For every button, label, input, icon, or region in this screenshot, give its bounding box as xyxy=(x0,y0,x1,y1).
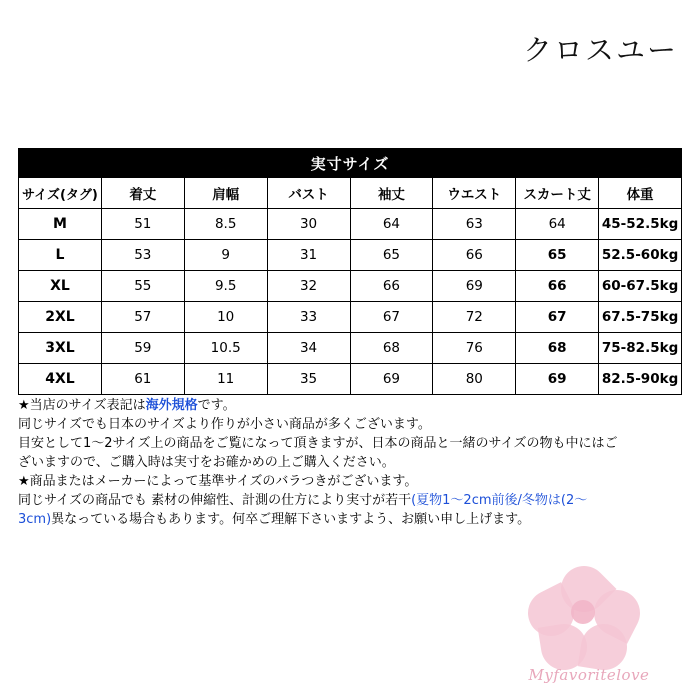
cell-size: L xyxy=(19,240,102,271)
column-header-size: サイズ(タグ) xyxy=(19,178,102,209)
table-title: 実寸サイズ xyxy=(19,149,682,178)
cell-skirt: 69 xyxy=(516,364,599,395)
note-line-7 xyxy=(18,510,686,529)
table-row xyxy=(19,271,682,302)
note-overseas-standard-highlight: 海外規格 xyxy=(145,398,198,413)
cell-waist: 80 xyxy=(433,364,516,395)
watermark-text: Myfavoritelove xyxy=(528,666,650,684)
size-notes xyxy=(18,396,686,529)
cell-size: M xyxy=(19,209,102,240)
note-line-7-part-b: 異なっている場合もあります。何卒ご理解下さいますよう、お願い申し上げます。 xyxy=(51,512,531,527)
cell-length: 55 xyxy=(101,271,184,302)
cell-bust: 30 xyxy=(267,209,350,240)
cell-skirt: 64 xyxy=(516,209,599,240)
cell-sleeve: 66 xyxy=(350,271,433,302)
table-row xyxy=(19,209,682,240)
cell-bust: 32 xyxy=(267,271,350,302)
note-line-6 xyxy=(18,491,686,510)
note-line-1-part-a: ★当店のサイズ表記は xyxy=(18,398,146,413)
cell-shoulder: 8.5 xyxy=(184,209,267,240)
note-line-2: 同じサイズでも日本のサイズより作りが小さい商品が多くございます。 xyxy=(18,417,431,432)
column-header-bust: バスト xyxy=(267,178,350,209)
column-header-waist: ウエスト xyxy=(433,178,516,209)
cell-shoulder: 9 xyxy=(184,240,267,271)
cell-sleeve: 68 xyxy=(350,333,433,364)
column-header-length: 着丈 xyxy=(101,178,184,209)
cell-waist: 69 xyxy=(433,271,516,302)
cell-weight: 60-67.5kg xyxy=(599,271,682,302)
note-line-6-part-a: 同じサイズの商品でも 素材の伸縮性、計測の仕方により実寸が若干 xyxy=(18,493,412,508)
cell-skirt: 68 xyxy=(516,333,599,364)
cell-shoulder: 10.5 xyxy=(184,333,267,364)
cell-weight: 67.5-75kg xyxy=(599,302,682,333)
cell-size: 4XL xyxy=(19,364,102,395)
cell-length: 57 xyxy=(101,302,184,333)
note-line-3: 目安として1〜2サイズ上の商品をご覧になって頂きますが、日本の商品と一緒のサイズの物も中にはご xyxy=(18,436,618,451)
cell-bust: 35 xyxy=(267,364,350,395)
cell-weight: 82.5-90kg xyxy=(599,364,682,395)
cell-sleeve: 65 xyxy=(350,240,433,271)
note-line-1 xyxy=(18,396,686,415)
cell-skirt: 67 xyxy=(516,302,599,333)
note-season-highlight: (夏物1〜2cm前後/冬物は(2〜 xyxy=(411,493,588,508)
cell-bust: 34 xyxy=(267,333,350,364)
table-row xyxy=(19,364,682,395)
column-header-shoulder: 肩幅 xyxy=(184,178,267,209)
note-season-highlight-cont: 3cm) xyxy=(18,512,52,527)
cell-bust: 33 xyxy=(267,302,350,333)
brand-title: クロスユー xyxy=(522,33,678,67)
note-line-5: ★商品またはメーカーによって基準サイズのバラつきがございます。 xyxy=(18,474,418,489)
size-table xyxy=(18,148,682,395)
cell-weight: 75-82.5kg xyxy=(599,333,682,364)
table-row xyxy=(19,240,682,271)
cell-size: 2XL xyxy=(19,302,102,333)
table-title-row xyxy=(19,149,682,178)
cell-size: 3XL xyxy=(19,333,102,364)
column-header-weight: 体重 xyxy=(599,178,682,209)
flower-icon xyxy=(528,566,640,658)
cell-sleeve: 69 xyxy=(350,364,433,395)
cell-waist: 66 xyxy=(433,240,516,271)
note-line-4: ざいますので、ご購入時は実寸をお確かめの上ご購入ください。 xyxy=(18,455,395,470)
cell-length: 61 xyxy=(101,364,184,395)
cell-weight: 45-52.5kg xyxy=(599,209,682,240)
cell-sleeve: 64 xyxy=(350,209,433,240)
column-header-skirt: スカート丈 xyxy=(516,178,599,209)
cell-waist: 63 xyxy=(433,209,516,240)
watermark xyxy=(500,566,678,686)
cell-size: XL xyxy=(19,271,102,302)
cell-shoulder: 10 xyxy=(184,302,267,333)
cell-weight: 52.5-60kg xyxy=(599,240,682,271)
cell-waist: 76 xyxy=(433,333,516,364)
table-row xyxy=(19,333,682,364)
cell-length: 53 xyxy=(101,240,184,271)
table-row xyxy=(19,302,682,333)
column-header-sleeve: 袖丈 xyxy=(350,178,433,209)
cell-skirt: 66 xyxy=(516,271,599,302)
cell-shoulder: 9.5 xyxy=(184,271,267,302)
cell-length: 51 xyxy=(101,209,184,240)
note-line-1-part-b: です。 xyxy=(197,398,236,413)
flower-center xyxy=(571,600,595,624)
table-header-row xyxy=(19,178,682,209)
cell-skirt: 65 xyxy=(516,240,599,271)
cell-bust: 31 xyxy=(267,240,350,271)
cell-shoulder: 11 xyxy=(184,364,267,395)
cell-sleeve: 67 xyxy=(350,302,433,333)
cell-length: 59 xyxy=(101,333,184,364)
cell-waist: 72 xyxy=(433,302,516,333)
